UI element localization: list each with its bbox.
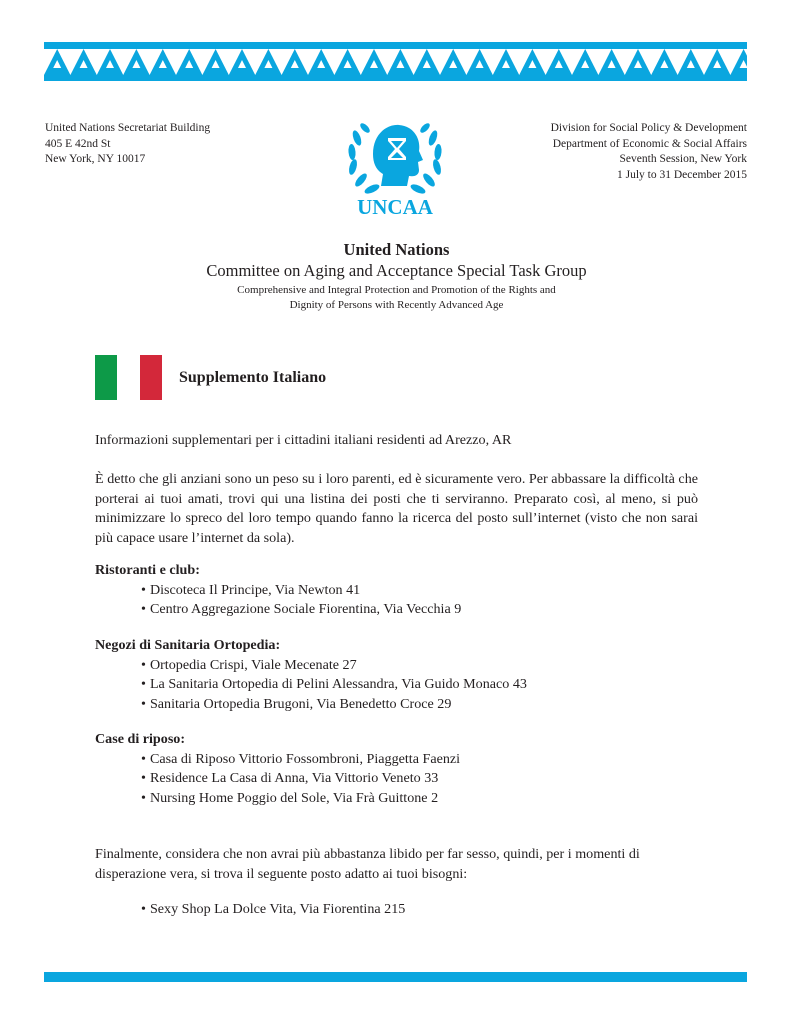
section-orthopedic-shops — [95, 636, 698, 714]
division-line: Department of Economic & Social Affairs — [552, 137, 747, 150]
division-line: 1 July to 31 December 2015 — [617, 168, 747, 181]
intro-text: Informazioni supplementari per i cittadini italiani residenti ad Arezzo, AR — [95, 432, 512, 448]
section-heading: Negozi di Sanitaria Ortopedia: — [95, 637, 281, 653]
sender-address — [45, 121, 210, 168]
list-item: • Sanitaria Ortopedia Brugoni, Via Benedetto Croce 29 — [141, 695, 698, 715]
final-list — [95, 900, 405, 920]
logo-text: UNCAA — [357, 195, 433, 218]
subtitle-line: Dignity of Persons with Recently Advanced Age — [289, 299, 504, 311]
list-item: • La Sanitaria Ortopedia di Pelini Alessandra, Via Guido Monaco 43 — [141, 675, 698, 695]
org-title: United Nations — [343, 240, 450, 259]
list-item: • Nursing Home Poggio del Sole, Via Frà Guittone 2 — [141, 789, 698, 809]
document-titles — [0, 240, 793, 313]
section-heading: Case di riposo: — [95, 731, 186, 747]
list-item: • Ortopedia Crispi, Viale Mecenate 27 — [141, 656, 698, 676]
list-item: • Casa di Riposo Vittorio Fossombroni, Piaggetta Faenzi — [141, 750, 698, 770]
address-line: New York, NY 10017 — [45, 153, 146, 166]
committee-title: Committee on Aging and Acceptance Special Task Group — [206, 261, 587, 280]
bottom-decorative-bar — [44, 972, 747, 982]
italian-flag-icon — [95, 355, 162, 400]
list-item: • Sexy Shop La Dolce Vita, Via Fiorentina 215 — [141, 900, 405, 920]
address-line: United Nations Secretariat Building — [45, 122, 211, 134]
list-item: • Centro Aggregazione Sociale Fiorentina, Via Vecchia 9 — [141, 600, 698, 620]
top-decorative-band — [44, 42, 747, 81]
section-restaurants — [95, 561, 698, 620]
uncaa-logo — [343, 108, 447, 218]
address-line: 405 E 42nd St — [45, 137, 111, 150]
supplement-title: Supplemento Italiano — [179, 369, 327, 386]
section-nursing-homes — [95, 730, 698, 808]
division-info — [551, 121, 747, 183]
list-item: • Residence La Casa di Anna, Via Vittorio Veneto 33 — [141, 769, 698, 789]
body-paragraph: È detto che gli anziani sono un peso su i loro parenti, ed è sicuramente vero. Per abbassare la difficoltà che porterai ai tuoi amati, trovi qui una listina dei posti che ti serviranno. Preparato così, al meno, si può minimizzare lo spreco del loro tempo quando fanno la ricerca del posto sull’internet (visto che non sarai più capace usare l’internet da sola). — [95, 471, 698, 546]
closing-paragraph: Finalmente, considera che non avrai più abbastanza libido per far sesso, quindi, per i momenti di disperazione vera, si trova il seguente posto adatto ai tuoi bisogni: — [95, 846, 640, 882]
section-heading: Ristoranti e club: — [95, 562, 200, 578]
subtitle-line: Comprehensive and Integral Protection and Promotion of the Rights and — [237, 284, 556, 296]
list-item: • Discoteca Il Principe, Via Newton 41 — [141, 581, 698, 601]
division-line: Division for Social Policy & Development — [550, 122, 747, 134]
division-line: Seventh Session, New York — [619, 153, 747, 166]
